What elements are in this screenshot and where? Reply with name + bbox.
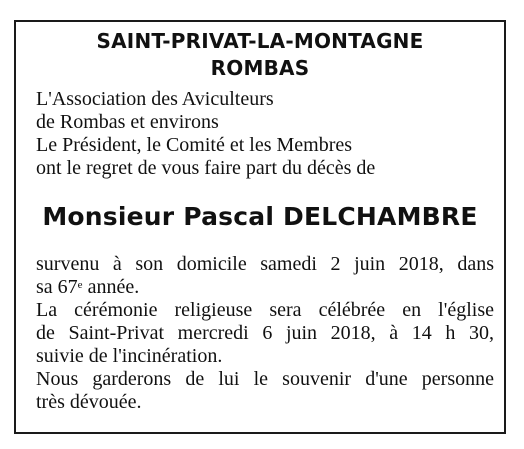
body-line-6: Nous garderons de lui le souvenir d'une personne [36,368,494,390]
intro-line-3: Le Président, le Comité et les Membres [36,134,353,156]
intro-text [16,88,504,180]
body-line-4: de Saint-Privat mercredi 6 juin 2018, à 14 h 30, [36,322,494,344]
body-line-5: suivie de l'incinération. [36,345,223,367]
body-line-3: La cérémonie religieuse sera célébrée en l'église [36,299,494,321]
age-suffix: année. [82,276,140,298]
place-line-2: ROMBAS [210,56,310,80]
age-line [36,276,494,299]
obituary-notice [14,20,506,434]
body-text [16,253,504,414]
body-line-7: très dévouée. [36,391,142,413]
age-prefix: sa 67 [36,276,78,298]
place-heading [16,28,504,82]
intro-line-1: L'Association des Aviculteurs [36,88,274,110]
intro-line-2: de Rombas et environs [36,111,219,133]
deceased-name: Monsieur Pascal DELCHAMBRE [42,202,478,231]
intro-line-4: ont le regret de vous faire part du décès de [36,157,376,179]
body-line-1: survenu à son domicile samedi 2 juin 2018, dans [36,253,494,275]
age-superscript: e [77,279,83,291]
place-line-1: SAINT-PRIVAT-LA-MONTAGNE [96,29,424,53]
